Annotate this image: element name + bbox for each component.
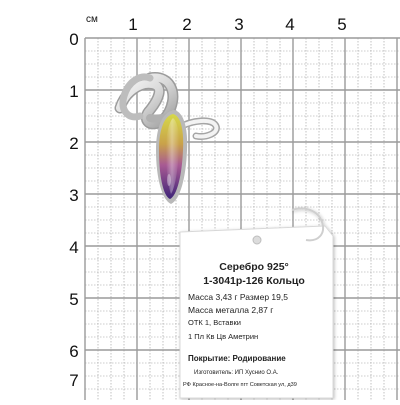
ruler-y-tick-5: 5: [69, 290, 79, 309]
ruler-x-tick-1: 1: [128, 15, 138, 34]
ruler-x-tick-5: 5: [337, 15, 347, 34]
ruler-y-tick-6: 6: [69, 342, 79, 361]
ruler-y-tick-2: 2: [69, 134, 79, 153]
tag-insert: 1 Пл Кв Цв Аметрин: [188, 332, 259, 341]
tag-metal: Серебро 925°: [219, 261, 289, 273]
tag-manufacturer: Изготовитель: ИП Хуснио О.А.: [194, 370, 279, 376]
tag-metal-mass: Масса металла 2,87 г: [188, 305, 274, 315]
tag-mass-size: Масса 3,43 г Размер 19,5: [188, 292, 288, 302]
ruler-y-tick-0: 0: [69, 30, 79, 49]
ruler-y-tick-1: 1: [69, 82, 79, 101]
ruler-x-tick-2: 2: [182, 15, 192, 34]
tag-coating: Покрытие: Родирование: [188, 354, 286, 363]
ruler-unit-label: см: [86, 14, 98, 25]
ruler-x-tick-3: 3: [234, 15, 244, 34]
tag-article: 1-3041р-126 Кольцо: [203, 275, 305, 287]
ruler-y-tick-3: 3: [69, 186, 79, 205]
ruler-y-tick-4: 4: [69, 238, 79, 257]
ruler-x-tick-4: 4: [285, 15, 295, 34]
tag-otk: ОТК 1, Вставки: [188, 318, 241, 327]
tag-address: РФ Красное-на-Волге пгт Советская ул, д39: [183, 382, 297, 388]
ruler-y-tick-7: 7: [69, 371, 79, 390]
